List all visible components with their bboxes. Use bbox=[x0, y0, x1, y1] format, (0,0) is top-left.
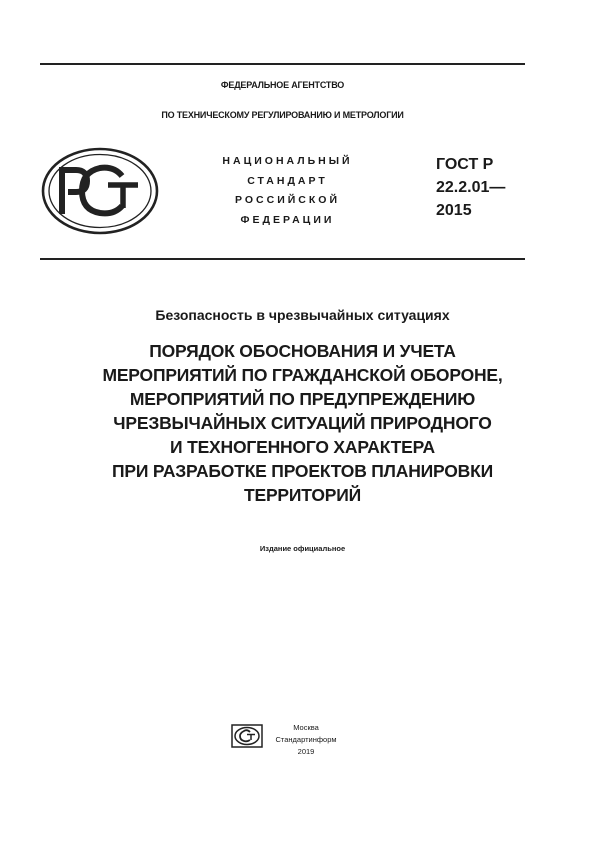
publisher-info bbox=[266, 722, 346, 758]
top-rule bbox=[40, 63, 525, 65]
designation-line: ГОСТ Р bbox=[436, 156, 494, 173]
publisher-year: 2019 bbox=[297, 747, 315, 756]
title-line: МЕРОПРИЯТИЙ ПО ГРАЖДАНСКОЙ ОБОРОНЕ, bbox=[102, 365, 503, 385]
title-line: И ТЕХНОГЕННОГО ХАРАКТЕРА bbox=[170, 437, 435, 457]
document-subject: Безопасность в чрезвычайных ситуациях bbox=[155, 307, 450, 323]
standartinform-logo-icon bbox=[231, 724, 263, 748]
designation-line: 22.2.01— bbox=[436, 179, 506, 196]
title-line: ТЕРРИТОРИЙ bbox=[244, 485, 361, 505]
standard-type-line: ФЕДЕРАЦИИ bbox=[240, 213, 335, 226]
document-title bbox=[20, 339, 585, 507]
publisher-city: Москва bbox=[293, 723, 319, 732]
rst-certification-logo-icon bbox=[40, 146, 160, 236]
publisher-name: Стандартинформ bbox=[275, 735, 337, 744]
designation-line: 2015 bbox=[436, 202, 472, 219]
title-line: МЕРОПРИЯТИЙ ПО ПРЕДУПРЕЖДЕНИЮ bbox=[129, 389, 476, 409]
title-line: ПРИ РАЗРАБОТКЕ ПРОЕКТОВ ПЛАНИРОВКИ bbox=[112, 461, 493, 481]
standard-type-line: НАЦИОНАЛЬНЫЙ bbox=[222, 155, 353, 167]
middle-rule bbox=[40, 258, 525, 260]
title-line: ЧРЕЗВЫЧАЙНЫХ СИТУАЦИЙ ПРИРОДНОГО bbox=[113, 413, 492, 433]
standard-type-line: СТАНДАРТ bbox=[247, 174, 328, 187]
agency-name-line1: ФЕДЕРАЛЬНОЕ АГЕНТСТВО bbox=[220, 80, 345, 90]
title-line: ПОРЯДОК ОБОСНОВАНИЯ И УЧЕТА bbox=[149, 341, 456, 361]
agency-name-line2: ПО ТЕХНИЧЕСКОМУ РЕГУЛИРОВАНИЮ И МЕТРОЛОГИИ bbox=[161, 110, 404, 120]
standard-designation bbox=[436, 153, 505, 222]
standard-type-line: РОССИЙСКОЙ bbox=[235, 194, 340, 206]
edition-note: Издание официальное bbox=[259, 544, 346, 553]
standard-type-block bbox=[195, 152, 380, 230]
